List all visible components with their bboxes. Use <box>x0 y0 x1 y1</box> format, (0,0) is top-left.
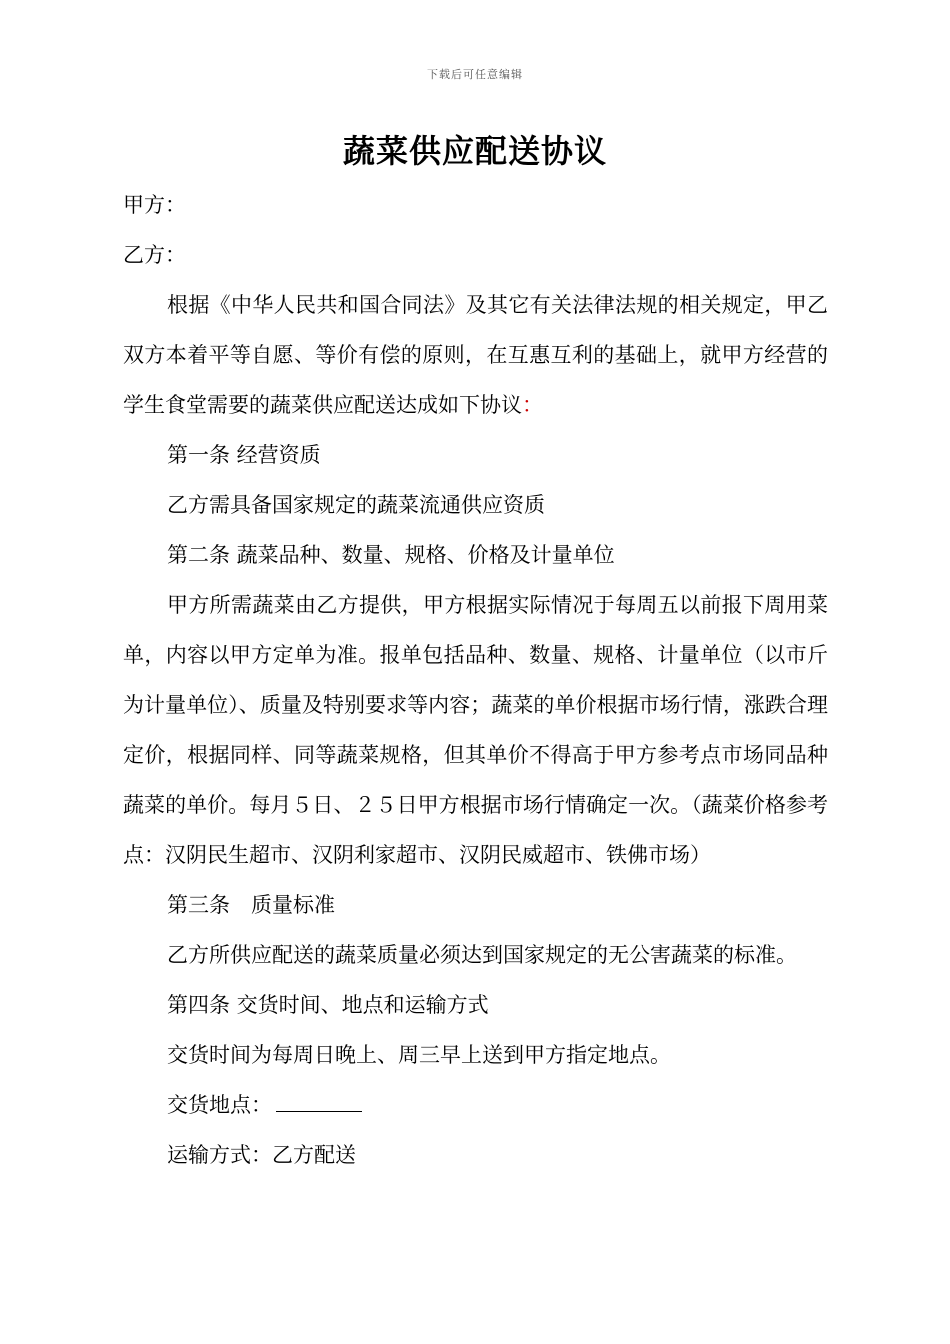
article4-delivery-time: 交货时间为每周日晚上、周三早上送到甲方指定地点。 <box>167 1043 671 1067</box>
article4-heading: 第四条 交货时间、地点和运输方式 <box>167 993 489 1017</box>
document-body <box>123 180 828 1180</box>
intro-paragraph <box>123 280 828 430</box>
intro-text: 根据《中华人民共和国合同法》及其它有关法律法规的相关规定，甲乙双方本着平等自愿、等价有偿的原则，在互惠互利的基础上，就甲方经营的学生食堂需要的蔬菜供应配送达成如下协议 <box>123 293 828 417</box>
delivery-place-blank[interactable] <box>276 1093 362 1112</box>
document-title: 蔬菜供应配送协议 <box>342 132 607 170</box>
header-note: 下载后可任意编辑 <box>427 68 523 81</box>
party-a-line: 甲方： <box>123 193 186 217</box>
intro-colon: ： <box>522 393 543 417</box>
article4-delivery-place <box>123 1080 828 1130</box>
party-b-line: 乙方： <box>123 243 186 267</box>
article3-heading: 第三条 质量标准 <box>167 893 335 917</box>
article2-heading: 第二条 蔬菜品种、数量、规格、价格及计量单位 <box>167 543 615 567</box>
article1-heading: 第一条 经营资质 <box>167 443 321 467</box>
article3-text: 乙方所供应配送的蔬菜质量必须达到国家规定的无公害蔬菜的标准。 <box>167 943 797 967</box>
article4-transport: 运输方式：乙方配送 <box>167 1143 356 1167</box>
article1-text: 乙方需具备国家规定的蔬菜流通供应资质 <box>167 493 545 517</box>
article2-text: 甲方所需蔬菜由乙方提供，甲方根据实际情况于每周五以前报下周用菜单，内容以甲方定单为准。报单包括品种、数量、规格、计量单位（以市斤为计量单位）、质量及特别要求等内容；蔬菜的单价根据市场行情，涨跌合理定价，根据同样、同等蔬菜规格，但其单价不得高于甲方参考点市场同品种蔬菜的单价。每月５日、２５日甲方根据市场行情确定一次。（蔬菜价格参考点：汉阴民生超市、汉阴利家超市、汉阴民威超市、铁佛市场） <box>123 593 828 867</box>
delivery-place-label: 交货地点： <box>167 1093 272 1117</box>
